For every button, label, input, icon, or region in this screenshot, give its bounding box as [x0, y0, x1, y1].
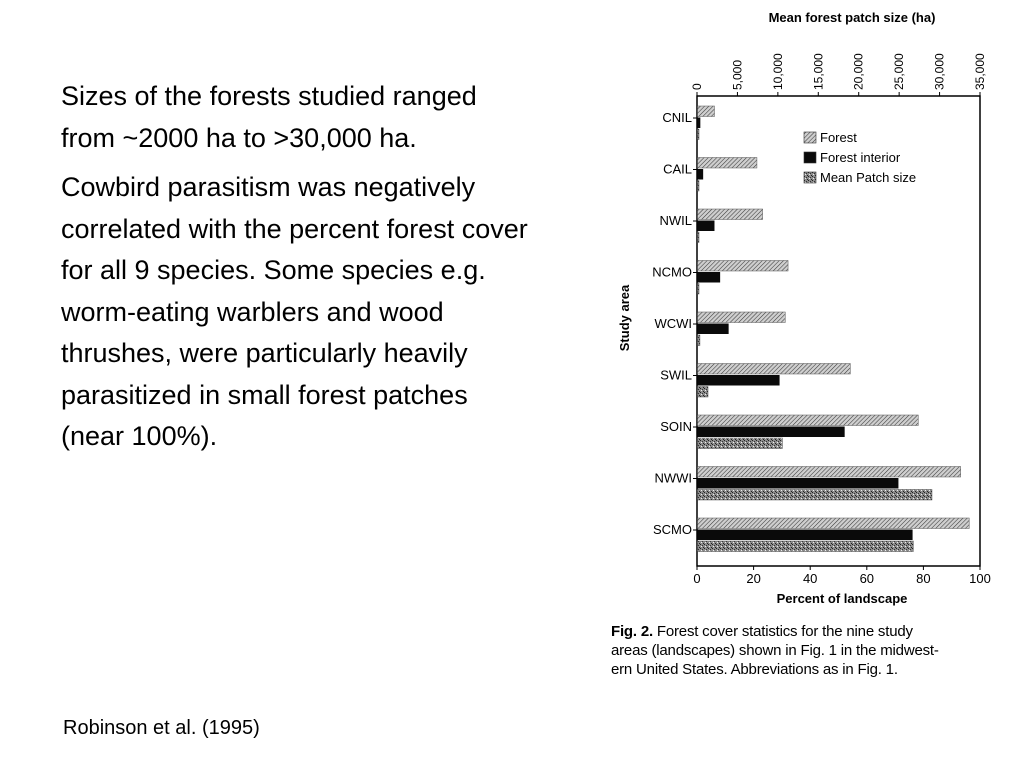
bar-forest-interior-cnil	[698, 118, 701, 129]
x-tick-label-40: 40	[802, 571, 818, 586]
bar-forest-interior-swil	[698, 375, 780, 386]
category-label-swil: SWIL	[660, 367, 692, 383]
caption-line-2: areas (landscapes) shown in Fig. 1 in the midwest-	[611, 642, 939, 659]
x-tick-label-20: 20	[746, 571, 761, 586]
x2-tick-label-5000: 5,000	[730, 59, 745, 90]
category-label-cail: CAIL	[663, 161, 692, 177]
x2-tick-label-20000: 20,000	[851, 53, 866, 90]
caption-line-1: Forest cover statistics for the nine study	[656, 623, 913, 640]
bar-mean-patch-size-swil	[698, 387, 709, 398]
bar-mean-patch-size-soin	[698, 438, 783, 449]
top-axis-title: Mean forest patch size (ha)	[768, 10, 936, 25]
category-label-scmo: SCMO	[653, 522, 692, 537]
bar-forest-scmo	[698, 518, 970, 529]
category-label-ncmo: NCMO	[652, 264, 692, 280]
bar-mean-patch-size-wcwi	[698, 335, 700, 346]
bar-mean-patch-size-scmo	[698, 541, 914, 552]
x2-tick-label-10000: 10,000	[770, 53, 785, 90]
category-label-wcwi: WCWI	[654, 316, 692, 331]
bar-forest-interior-nwwi	[698, 478, 899, 489]
legend-label-forest-interior: Forest interior	[820, 150, 901, 165]
bar-forest-cail	[698, 158, 757, 169]
bar-forest-soin	[698, 415, 919, 426]
bar-mean-patch-size-nwwi	[698, 490, 932, 501]
paragraph-forest-sizes: Sizes of the forests studied ranged from ~2000 ha to >30,000 ha.	[61, 81, 477, 153]
category-label-nwil: NWIL	[659, 213, 692, 228]
x2-tick-label-15000: 15,000	[811, 53, 826, 90]
legend-label-mean-patch-size: Mean Patch size	[820, 170, 917, 185]
bar-mean-patch-size-nwil	[698, 232, 700, 243]
category-label-soin: SOIN	[660, 419, 692, 434]
x2-tick-label-0: 0	[690, 83, 704, 90]
bar-forest-interior-scmo	[698, 530, 913, 541]
category-label-cnil: CNIL	[662, 110, 692, 125]
bar-forest-interior-cail	[698, 169, 704, 180]
paragraph-cowbird-parasitism: Cowbird parasitism was negatively correlated with the percent forest cover for all 9 species. Some species e.g. worm-eating warblers and wood thrushes, were particularly heavily parasitized in small forest patches (near 100%).	[61, 172, 528, 451]
x-tick-label-60: 60	[859, 571, 875, 586]
bar-mean-patch-size-cnil	[698, 129, 700, 140]
legend-swatch-forest	[804, 132, 816, 143]
bar-forest-interior-nwil	[698, 221, 715, 232]
x2-tick-label-25000: 25,000	[892, 53, 907, 90]
bar-forest-cnil	[698, 106, 715, 117]
citation: Robinson et al. (1995)	[63, 717, 260, 739]
bar-forest-ncmo	[698, 261, 789, 272]
bar-forest-nwil	[698, 209, 763, 220]
legend-swatch-mean-patch-size	[804, 172, 816, 183]
bar-forest-swil	[698, 364, 851, 375]
x2-tick-label-35000: 35,000	[973, 53, 987, 90]
legend-swatch-forest-interior	[804, 152, 816, 163]
legend-label-forest: Forest	[820, 130, 857, 145]
bar-mean-patch-size-ncmo	[698, 284, 700, 295]
bar-forest-interior-ncmo	[698, 272, 721, 283]
bar-forest-nwwi	[698, 467, 961, 478]
caption-label: Fig. 2.	[611, 623, 653, 640]
x-tick-label-100: 100	[969, 571, 991, 586]
bottom-axis-title: Percent of landscape	[776, 591, 908, 606]
x-tick-label-80: 80	[916, 571, 931, 586]
category-label-nwwi: NWWI	[654, 470, 692, 486]
bar-forest-interior-soin	[698, 427, 845, 438]
caption-line-3: ern United States. Abbreviations as in Fig. 1.	[611, 661, 898, 678]
chart-legend	[804, 130, 916, 185]
bar-forest-interior-wcwi	[698, 324, 729, 335]
x-tick-label-0: 0	[693, 571, 701, 586]
bar-forest-wcwi	[698, 312, 786, 323]
y-axis-title: Study area	[617, 284, 632, 352]
x2-tick-label-30000: 30,000	[932, 53, 947, 90]
figure-caption	[611, 622, 1011, 679]
bar-mean-patch-size-cail	[698, 181, 700, 192]
